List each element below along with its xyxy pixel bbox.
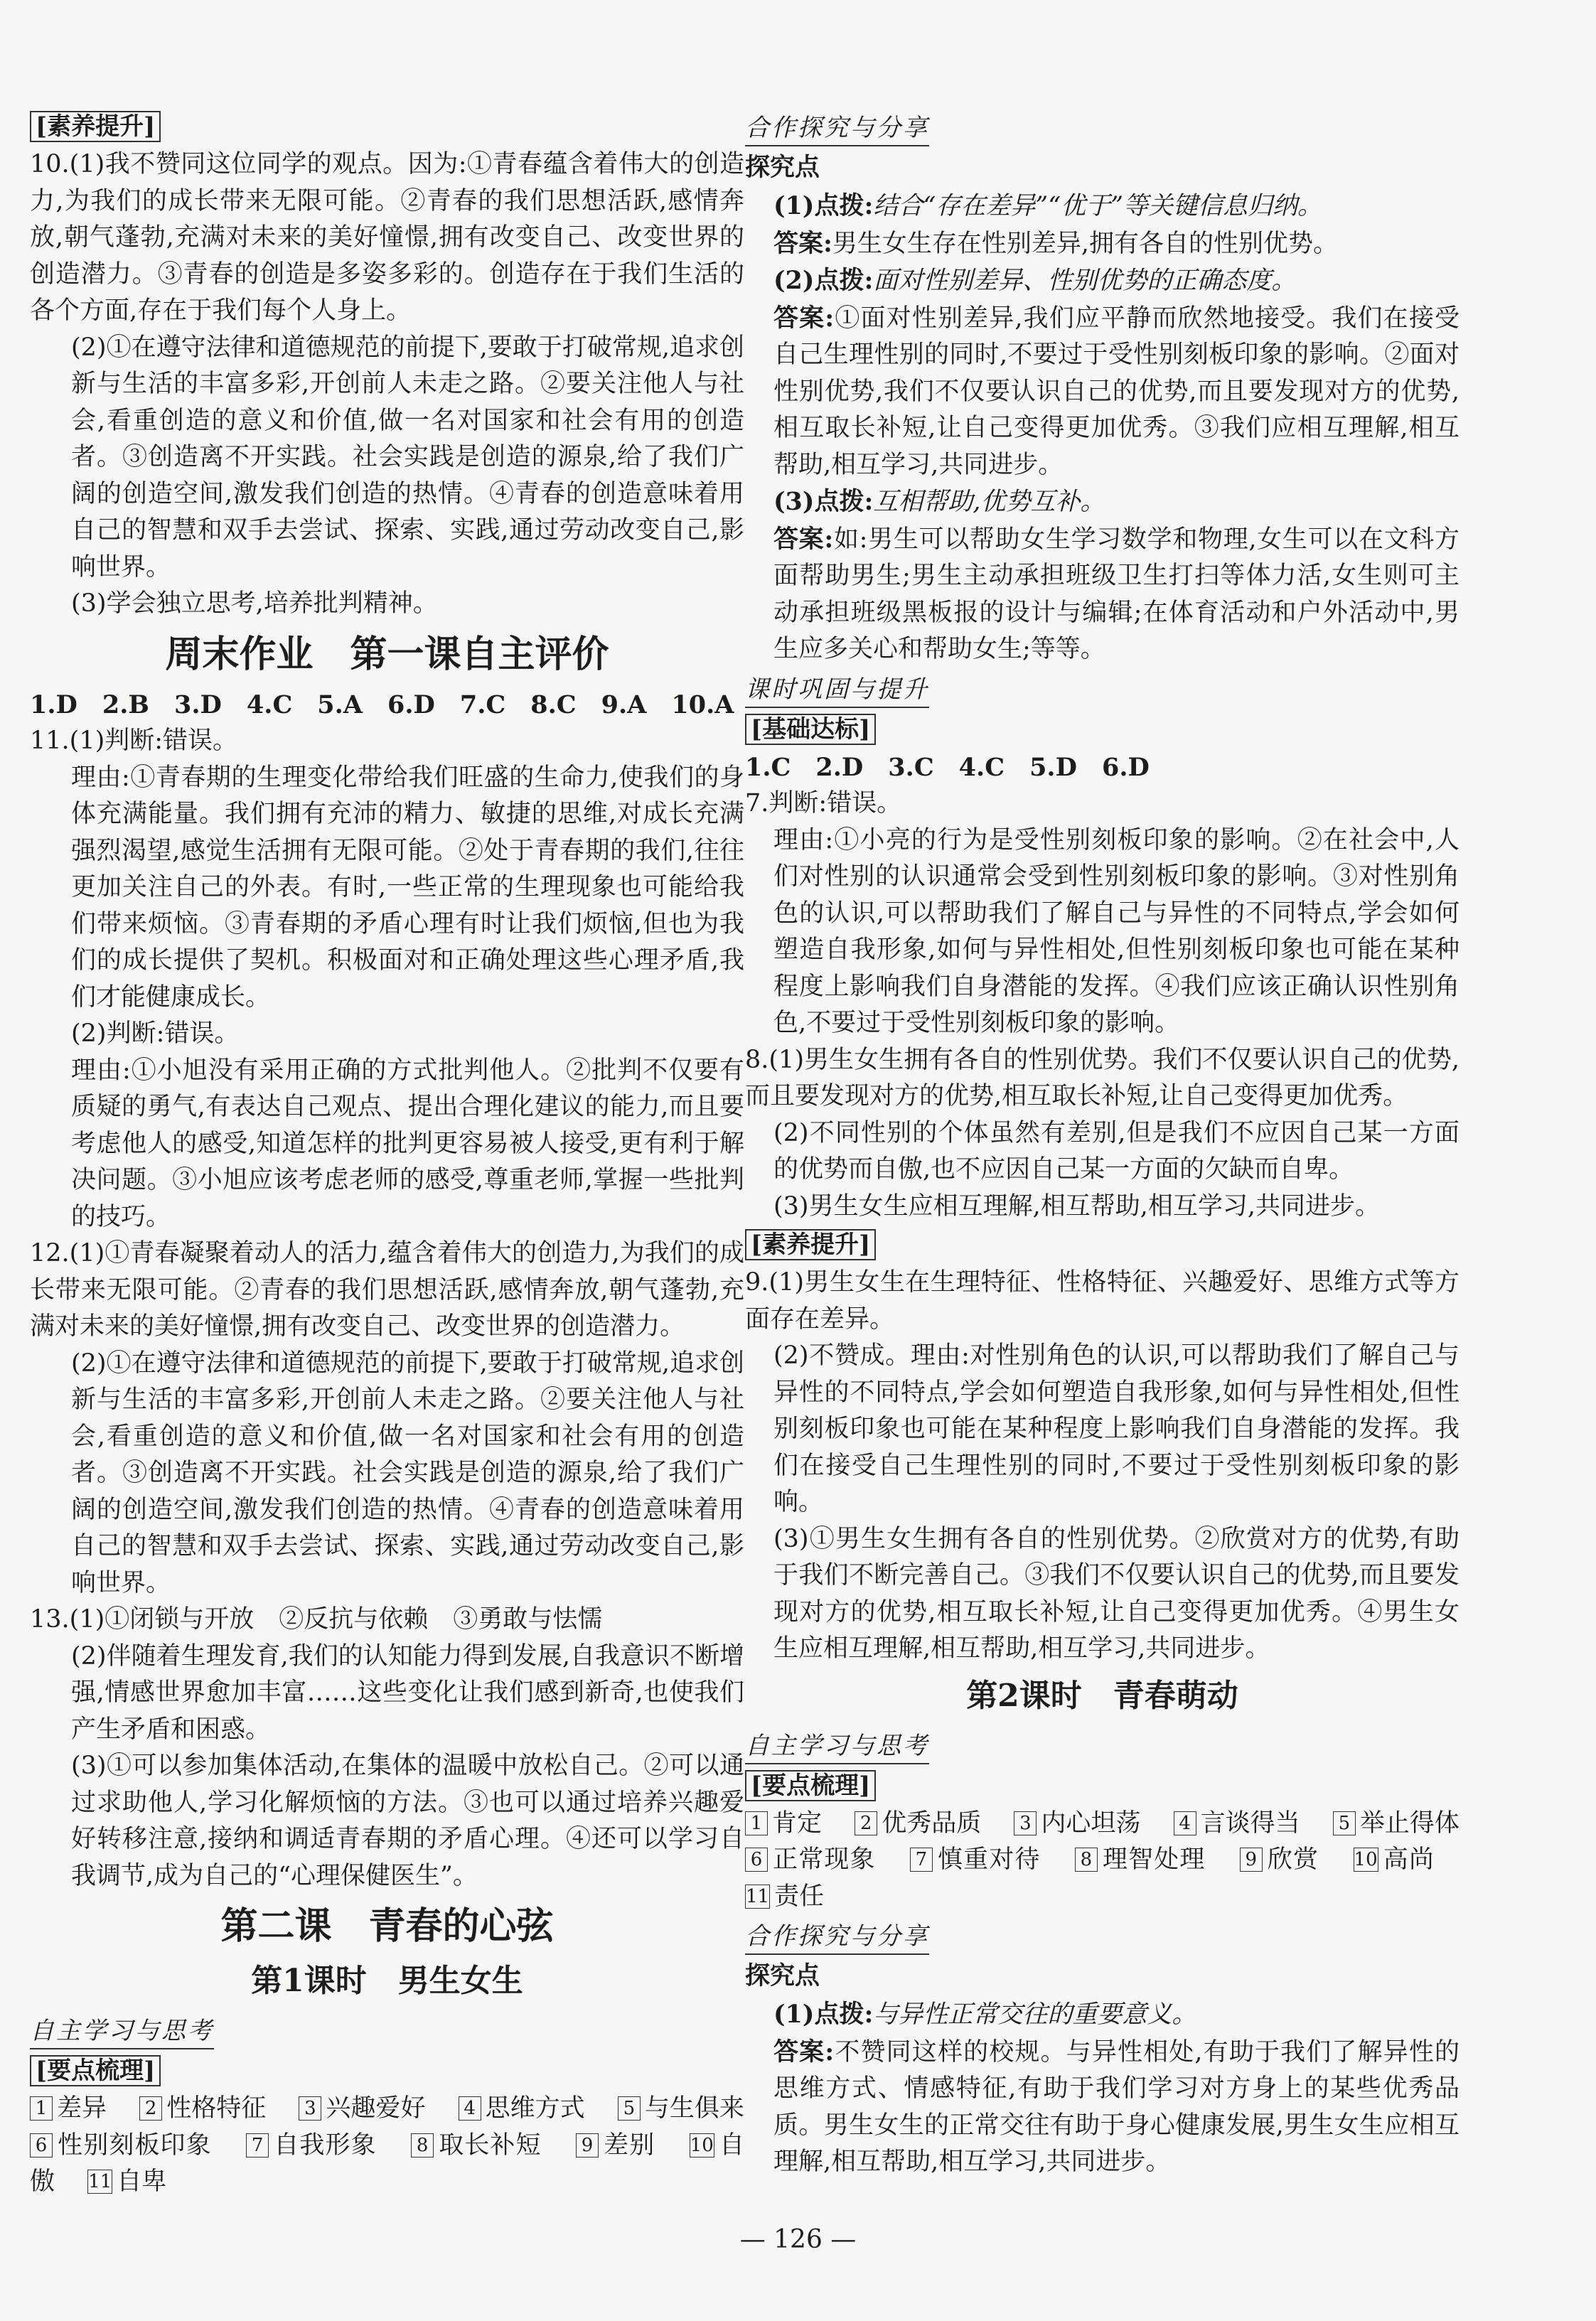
q9-part3: (3)①男生女生拥有各自的性别优势。②欣赏对方的优势,有助于我们不断完善自己。③我们不仅要认识自己的优势,而且要发现对方的优势,相互取长补短,让自己变得更加优秀。④男生女生应相互理解,相互帮助,相互学习,共同进步。 [773, 1524, 1460, 1663]
kp-item: 1 差异 [30, 2094, 132, 2123]
q10-part3: (3)学会独立思考,培养批判精神。 [71, 589, 438, 618]
q8-part2: (2)不同性别的个体虽然有差别,但是我们不应因自己某一方面的优势而自傲,也不应因自己某一方面的欠缺而自卑。 [773, 1118, 1460, 1184]
weekend-homework-title: 周末作业 第一课自主评价 [165, 632, 609, 676]
kp-item: 11 自卑 [88, 2167, 167, 2196]
kp-item: 10 自傲 [30, 2130, 744, 2196]
t1-tip: (1)点拨:结合“存在差异”“优于”等关键信息归纳。 [773, 191, 1322, 220]
kp-item: 4 言谈得当 [1174, 1809, 1325, 1838]
kp-item: 10 高尚 [1354, 1845, 1435, 1874]
kp-item: 9 差别 [576, 2131, 680, 2160]
section-zizhu-xuexi: 自主学习与思考 [30, 2014, 214, 2049]
q8-part1: 8.(1)男生女生拥有各自的性别优势。我们不仅要认识自己的优势,而且要发现对方的优势,相互取长补短,让自己变得更加优秀。 [745, 1045, 1460, 1110]
q11-judge1: 11.(1)判断:错误。 [30, 727, 238, 755]
q8-part3: (3)男生女生应相互理解,相互帮助,相互学习,共同进步。 [773, 1191, 1380, 1221]
key-points-list-2 [745, 1806, 1460, 1916]
section-label-yaodian: [要点梳理] [30, 2055, 161, 2086]
section-label-yaodian-right: [要点梳理] [745, 1770, 876, 1801]
q9-part1: 9.(1)男生女生在生理特征、性格特征、兴趣爱好、思维方式等方面存在差异。 [745, 1268, 1460, 1334]
lesson2-title: 第二课 青春的心弦 [220, 1904, 554, 1948]
q13-part3: (3)①可以参加集体活动,在集体的温暖中放松自己。②可以通过求助他人,学习化解烦恼的方法。③也可以通过培养兴趣爱好转移注意,接纳和调适青春期的矛盾心理。④还可以学习自我调节,成为自己的“心理保健医生”。 [71, 1752, 744, 1890]
kp-item: 4 思维方式 [459, 2094, 610, 2123]
kp-item: 8 取长补短 [411, 2131, 567, 2160]
tanjiu-label: 探究点 [745, 153, 820, 182]
q11-reason1: 理由:①青春期的生理变化带给我们旺盛的生命力,使我们的身体充满能量。我们拥有充沛的精力、敏捷的思维,对成长充满强烈渴望,感觉生活拥有无限可能。②处于青春期的我们,往往更加关注自己的外表。有时,一些正常的生理现象也可能给我们带来烦恼。③青春期的矛盾心理有时让我们烦恼,但也为我们的成长提供了契机。积极面对和正确处理这些心理矛盾,我们才能健康成长。 [71, 763, 744, 1012]
section-keshi-gonggu: 课时巩固与提升 [745, 672, 929, 708]
q12-part1: 12.(1)①青春凝聚着动人的活力,蕴含着伟大的创造力,为我们的成长带来无限可能。②青春的我们思想活跃,感情奔放,朝气蓬勃,充满对未来的美好憧憬,拥有改变自己、改变世界的创造潜力。 [30, 1239, 744, 1341]
q13-part1: 13.(1)①闭锁与开放 ②反抗与依赖 ③勇敢与怯懦 [30, 1605, 603, 1634]
section-hezuo-tanjiu-2: 合作探究与分享 [745, 1919, 929, 1955]
kp-item: 1 肯定 [745, 1809, 847, 1838]
section-zizhu-xuexi-right: 自主学习与思考 [745, 1729, 929, 1764]
period1-title: 第1课时 男生女生 [251, 1963, 523, 1999]
period2-title: 第2课时 青春萌动 [966, 1677, 1238, 1714]
kp-item: 3 兴趣爱好 [299, 2094, 450, 2123]
key-points-list-1 [30, 2091, 744, 2201]
t2-answer: 答案:①面对性别差异,我们应平静而欣然地接受。我们在接受自己生理性别的同时,不要过于受性别刻板印象的影响。②面对性别优势,我们不仅要认识自己的优势,而且要发现对方的优势,相互取长补短,让自己变得更加优秀。③我们应相互理解,相互帮助,相互学习,共同进步。 [773, 303, 1460, 479]
q10-part1: 10.(1)我不赞同这位同学的观点。因为:①青春蕴含着伟大的创造力,为我们的成长带来无限可能。②青春的我们思想活跃,感情奔放,朝气蓬勃,充满对未来的美好憧憬,拥有改变自己、改变世界的创造潜力。③青春的创造是多姿多彩的。创造存在于我们生活的各个方面,存在于我们每个人身上。 [30, 150, 744, 325]
mc-answers: 1.D 2.B 3.D 4.C 5.A 6.D 7.C 8.C 9.A 10.A [30, 690, 734, 719]
q7-reason: 理由:①小亮的行为是受性别刻板印象的影响。②在社会中,人们对性别的认识通常会受到性别刻板印象的影响。③对性别角色的认识,可以帮助我们了解自己与异性的不同特点,学会如何塑造自我形象,如何与异性相处,但性别刻板印象也可能在某种程度上影响我们自身潜能的发挥。④我们应该正确认识性别角色,不要过于受性别刻板印象的影响。 [773, 825, 1460, 1037]
q11-judge2: (2)判断:错误。 [71, 1019, 240, 1048]
right-column [745, 107, 1460, 2181]
kp-item: 6 性别刻板印象 [30, 2131, 237, 2160]
q9-part2: (2)不赞成。理由:对性别角色的认识,可以帮助我们了解自己与异性的不同特点,学会如何塑造自我形象,如何与异性相处,但性别刻板印象也可能在某种程度上影响我们自身潜能的发挥。我们在接受自己生理性别的同时,不要过于受性别刻板印象的影响。 [773, 1341, 1460, 1516]
kp-item: 5 举止得体 [1333, 1809, 1484, 1838]
t1-answer: 答案:男生女生存在性别差异,拥有各自的性别优势。 [773, 228, 1339, 258]
mc-answers-right: 1.C 2.D 3.C 4.C 5.D 6.D [745, 752, 1150, 782]
kp-item: 2 性格特征 [139, 2094, 291, 2123]
section-hezuo-tanjiu: 合作探究与分享 [745, 111, 929, 146]
kp-item: 7 慎重对待 [910, 1845, 1066, 1874]
t4-answer: 答案:不赞同这样的校规。与异性相处,有助于我们了解异性的思维方式、情感特征,有助于我们学习对方身上的某些优秀品质。男生女生的正常交往有助于身心健康发展,男生女生应相互理解,相互帮助,相互学习,共同进步。 [773, 2037, 1460, 2176]
t3-tip: (3)点拨:互相帮助,优势互补。 [773, 487, 1105, 516]
kp-item: 3 内心坦荡 [1014, 1809, 1165, 1838]
section-label-suyang-right: [素养提升] [745, 1229, 876, 1260]
page-number: — 126 — [739, 2225, 857, 2254]
kp-item: 6 正常现象 [745, 1845, 901, 1874]
q10-part2: (2)①在遵守法律和道德规范的前提下,要敢于打破常规,追求创新与生活的丰富多彩,开创前人未走之路。②要关注他人与社会,看重创造的意义和价值,做一名对国家和社会有用的创造者。③创造离不开实践。社会实践是创造的源泉,给了我们广阔的创造空间,激发我们创造的热情。④青春的创造意味着用自己的智慧和双手去尝试、探索、实践,通过劳动改变自己,影响世界。 [71, 333, 744, 581]
t3-answer: 答案:如:男生可以帮助女生学习数学和物理,女生可以在文科方面帮助男生;男生主动承担班级卫生打扫等体力活,女生则可主动承担班级黑板报的设计与编辑;在体育活动和户外活动中,男生应多关心和帮助女生;等等。 [773, 524, 1460, 663]
kp-item: 11 责任 [746, 1882, 825, 1911]
q11-reason2: 理由:①小旭没有采用正确的方式批判他人。②批判不仅要有质疑的勇气,有表达自己观点、提出合理化建议的能力,而且要考虑他人的感受,知道怎样的批判更容易被人接受,更有利于解决问题。③小旭应该考虑老师的感受,尊重老师,掌握一些批判的技巧。 [71, 1056, 744, 1231]
q13-part2: (2)伴随着生理发育,我们的认知能力得到发展,自我意识不断增强,情感世界愈加丰富……这些变化让我们感到新奇,也使我们产生矛盾和困惑。 [71, 1641, 744, 1744]
kp-item: 7 自我形象 [246, 2131, 402, 2160]
tanjiu-label-2: 探究点 [745, 1961, 820, 1990]
kp-item: 8 理智处理 [1075, 1845, 1231, 1874]
q12-part2: (2)①在遵守法律和道德规范的前提下,要敢于打破常规,追求创新与生活的丰富多彩,开创前人未走之路。②要关注他人与社会,看重创造的意义和价值,做一名对国家和社会有用的创造者。③创造离不开实践。社会实践是创造的源泉,给了我们广阔的创造空间,激发我们创造的热情。④青春的创造意味着用自己的智慧和双手去尝试、探索、实践,通过劳动改变自己,影响世界。 [71, 1349, 744, 1597]
t2-tip: (2)点拨:面对性别差异、性别优势的正确态度。 [773, 266, 1297, 295]
section-label-jichu: [基础达标] [745, 714, 876, 745]
section-label-suyang: [素养提升] [30, 111, 161, 142]
left-column [30, 107, 744, 2201]
kp-item: 9 欣赏 [1240, 1845, 1344, 1874]
kp-item: 5 与生俱来 [618, 2094, 769, 2123]
kp-item: 2 优秀品质 [855, 1809, 1006, 1838]
q7-judge: 7.判断:错误。 [745, 789, 902, 818]
t4-tip: (1)点拨:与异性正常交往的重要意义。 [773, 2000, 1197, 2029]
